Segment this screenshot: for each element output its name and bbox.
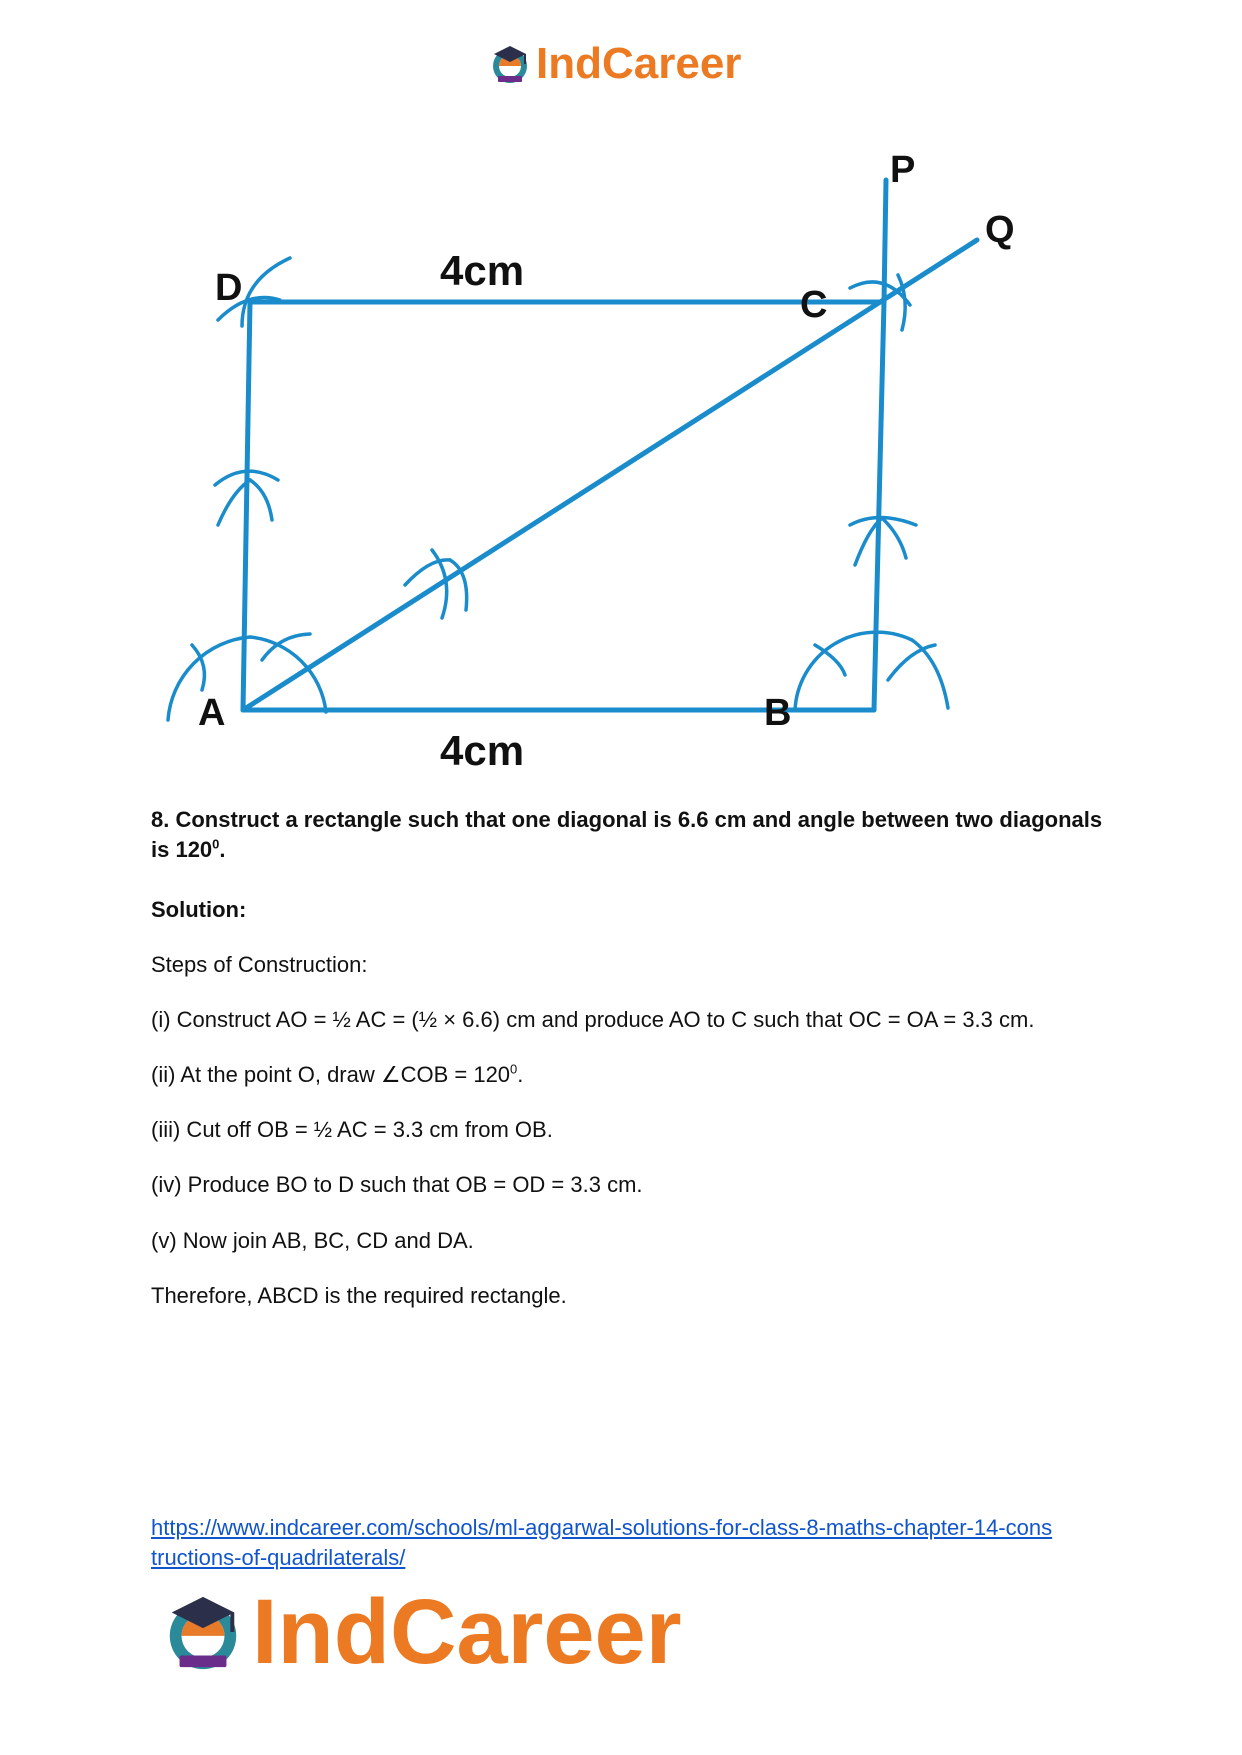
label-p: P (890, 149, 916, 191)
source-link-line-1[interactable]: https://www.indcareer.com/schools/ml-aggarwal-solutions-for-class-8-maths-chapter-14-cons (151, 1515, 1053, 1540)
step-3: (iii) Cut off OB = ½ AC = 3.3 cm from OB. (151, 1117, 553, 1142)
diagonal-aq (243, 240, 977, 710)
step-2: (ii) At the point O, draw ∠COB = $120^0$. (151, 1061, 524, 1087)
rectangle-construction-figure (150, 140, 1050, 780)
question-text: 8. Construct a rectangle such that one diagonal is 6.6 cm and angle between two diagonals is $120^0$. (151, 807, 1103, 862)
label-b: B (764, 692, 792, 734)
footer-logo[interactable] (160, 1581, 682, 1683)
header-logo[interactable] (488, 39, 742, 88)
solution-heading: Solution: (151, 897, 247, 922)
arc-ad-3 (250, 480, 272, 520)
source-link[interactable] (151, 1513, 1111, 1573)
label-q: Q (985, 209, 1015, 251)
length-bottom: 4cm (440, 727, 525, 774)
source-link-line-2[interactable]: tructions-of-quadrilaterals/ (151, 1545, 406, 1570)
logo-wordmark: IndCareer (536, 39, 742, 88)
side-bc (874, 302, 884, 710)
label-c: C (800, 284, 828, 326)
arc-b-mark-2 (888, 645, 935, 680)
arc-bc-3 (882, 518, 906, 558)
step-4: (iv) Produce BO to D such that OB = OD = 3.3 cm. (151, 1172, 643, 1197)
length-top: 4cm (440, 247, 525, 294)
step-1: (i) Construct AO = ½ AC = (½ × 6.6) cm and produce AO to C such that OC = OA = 3.3 cm. (151, 1007, 1035, 1032)
graduation-globe-icon (160, 1589, 246, 1675)
arc-a-mark-1 (192, 645, 204, 690)
conclusion: Therefore, ABCD is the required rectangle. (151, 1283, 567, 1308)
label-d: D (215, 267, 243, 309)
arc-c-2 (898, 275, 905, 330)
side-ad (243, 302, 250, 710)
graduation-globe-icon (488, 42, 532, 86)
arc-b-mark-1 (815, 645, 845, 675)
logo-wordmark: IndCareer (252, 1581, 682, 1683)
step-5: (v) Now join AB, BC, CD and DA. (151, 1228, 474, 1253)
steps-intro: Steps of Construction: (151, 952, 368, 977)
label-a: A (198, 692, 226, 734)
